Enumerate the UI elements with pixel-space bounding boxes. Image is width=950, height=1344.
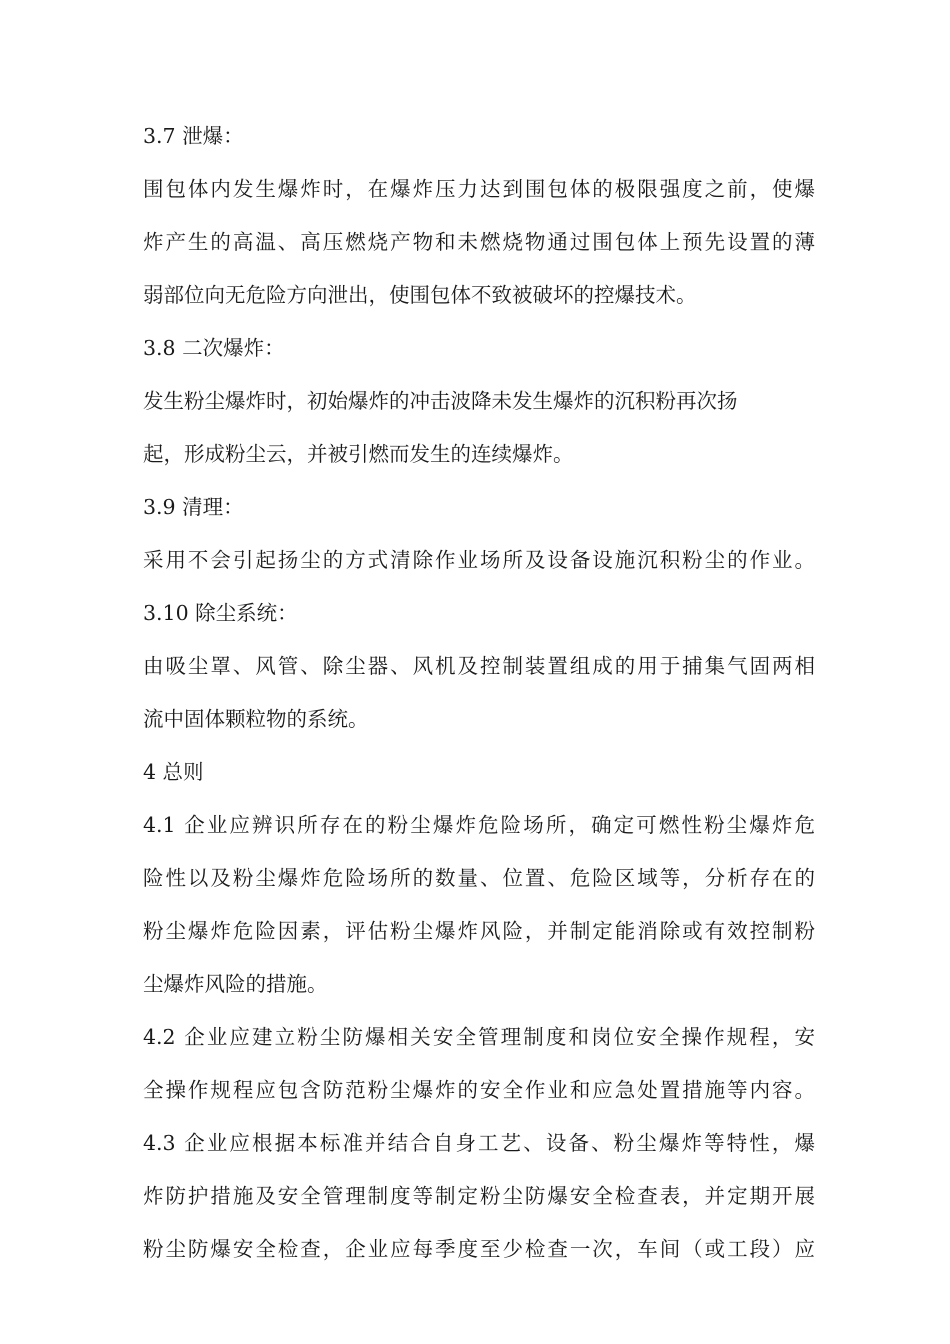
text-line: 围包体内发生爆炸时，在爆炸压力达到围包体的极限强度之前，使爆 — [143, 177, 815, 201]
document-body — [143, 110, 815, 1276]
text-line: 险性以及粉尘爆炸危险场所的数量、位置、危险区域等，分析存在的 — [143, 866, 815, 890]
text-line: 炸防护措施及安全管理制度等制定粉尘防爆安全检查表，并定期开展 — [143, 1184, 815, 1208]
text-line: 由吸尘罩、风管、除尘器、风机及控制装置组成的用于捕集气固两相 — [143, 654, 815, 678]
text-line: 粉尘防爆安全检查，企业应每季度至少检查一次，车间（或工段）应 — [143, 1237, 815, 1261]
text-line: 粉尘爆炸危险因素，评估粉尘爆炸风险，并制定能消除或有效控制粉 — [143, 919, 815, 943]
text-line: 炸产生的高温、高压燃烧产物和未燃烧物通过围包体上预先设置的薄 — [143, 230, 815, 254]
text-line: 4.3 企业应根据本标准并结合自身工艺、设备、粉尘爆炸等特性，爆 — [143, 1131, 815, 1155]
text-line: 采用不会引起扬尘的方式清除作业场所及设备设施沉积粉尘的作业。 — [143, 548, 815, 572]
text-line: 尘爆炸风险的措施。 — [143, 972, 328, 996]
text-line: 弱部位向无危险方向泄出，使围包体不致被破坏的控爆技术。 — [143, 283, 697, 307]
text-line: 发生粉尘爆炸时，初始爆炸的冲击波降未发生爆炸的沉积粉再次扬 — [143, 389, 738, 413]
text-line: 起，形成粉尘云，并被引燃而发生的连续爆炸。 — [143, 442, 574, 466]
text-line: 3.8 二次爆炸： — [143, 336, 285, 360]
text-line: 4 总则 — [143, 760, 204, 784]
text-line: 流中固体颗粒物的系统。 — [143, 707, 369, 731]
text-line: 3.10 除尘系统： — [143, 601, 298, 625]
text-line: 4.1 企业应辨识所存在的粉尘爆炸危险场所，确定可燃性粉尘爆炸危 — [143, 813, 815, 837]
text-line: 3.9 清理： — [143, 495, 244, 519]
text-line: 4.2 企业应建立粉尘防爆相关安全管理制度和岗位安全操作规程，安 — [143, 1025, 815, 1049]
text-line: 3.7 泄爆： — [143, 124, 244, 148]
text-line: 全操作规程应包含防范粉尘爆炸的安全作业和应急处置措施等内容。 — [143, 1078, 815, 1102]
